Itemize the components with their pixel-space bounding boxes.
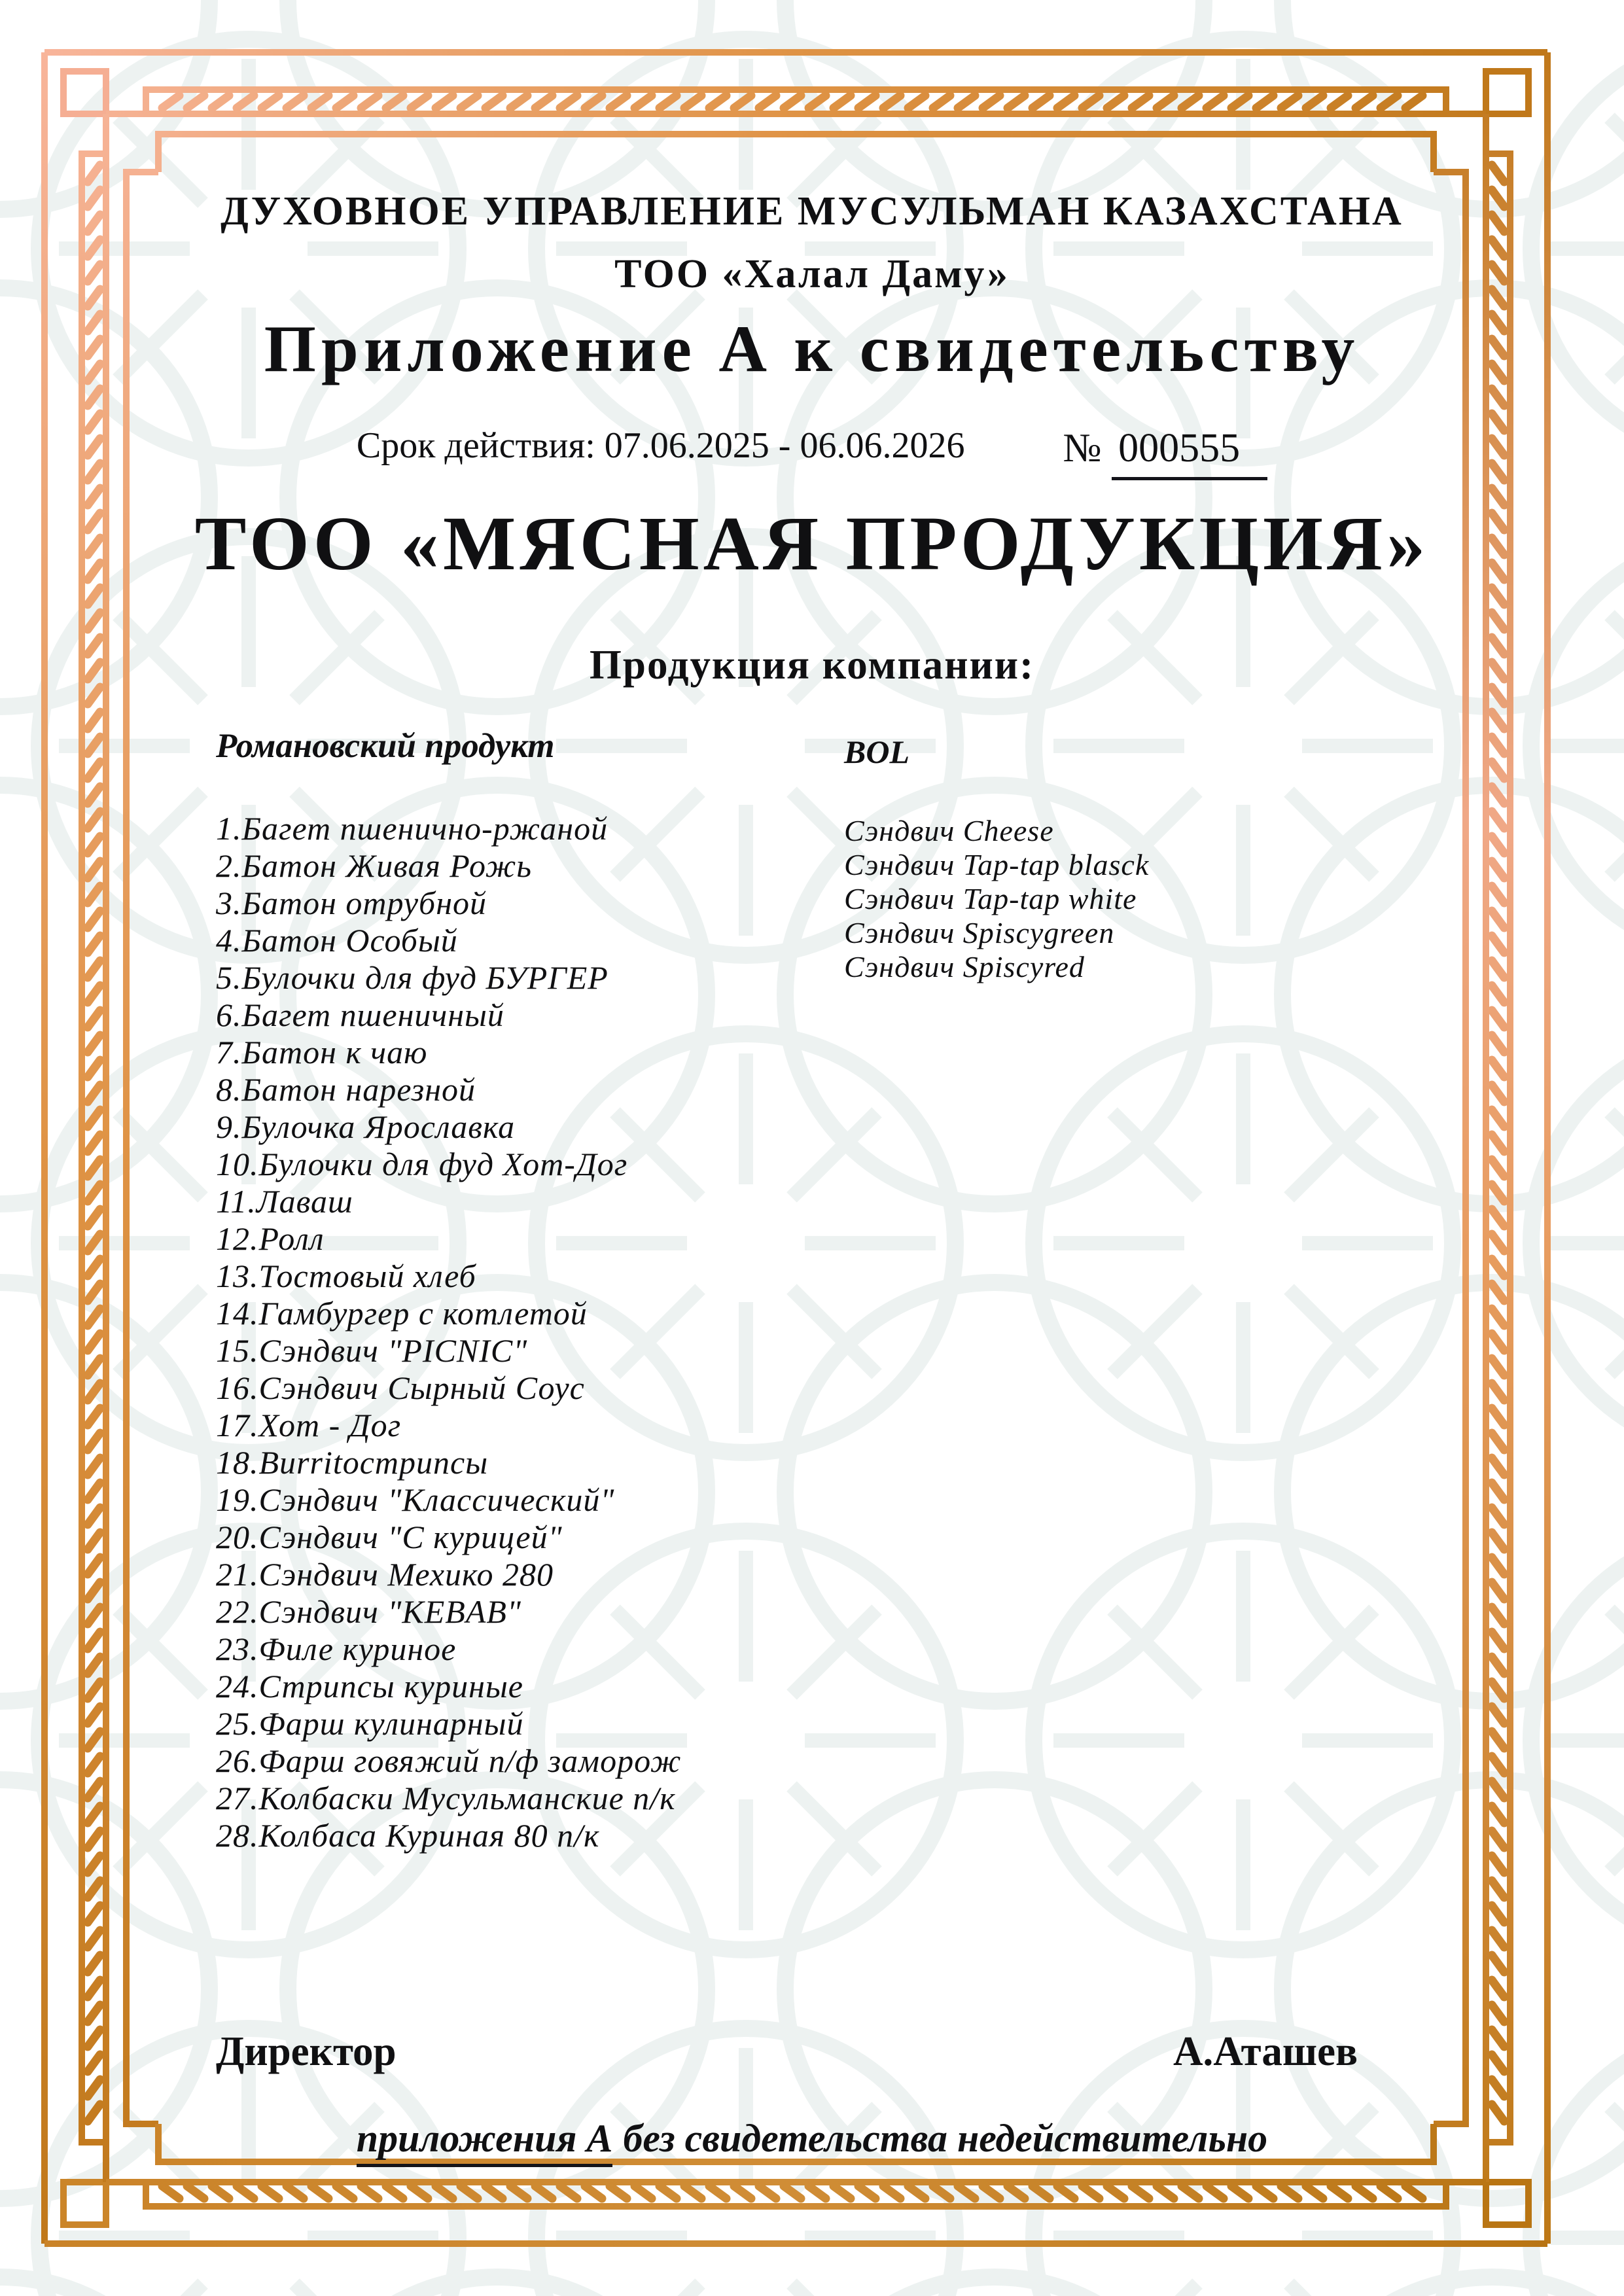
signature-name: А.Аташев (1173, 2028, 1358, 2074)
product-item: Сэндвич Tap-tap blasck (844, 848, 1150, 881)
company-title: ТОО «МЯСНАЯ ПРОДУКЦИЯ» (194, 501, 1430, 586)
footer-rest: без свидетельства недействительно (623, 2117, 1268, 2160)
product-item: 17.Хот - Дог (216, 1407, 402, 1443)
product-item: 21.Сэндвич Мехико 280 (216, 1556, 554, 1593)
product-item: 12.Ролл (216, 1220, 325, 1257)
column-header-right: BOL (844, 733, 909, 770)
product-item: 24.Стрипсы куриные (216, 1668, 524, 1704)
product-item: 10.Булочки для фуд Хот-Дог (216, 1146, 628, 1182)
product-item: 23.Филе куриное (216, 1631, 457, 1667)
product-item: 1.Багет пшенично-ржаной (216, 810, 609, 847)
footer-underlined-part: приложения А (357, 2117, 613, 2167)
product-item: 7.Батон к чаю (216, 1034, 428, 1070)
product-item: 25.Фарш кулинарный (216, 1705, 524, 1742)
product-item: Сэндвич Tap-tap white (844, 882, 1137, 915)
product-item: 2.Батон Живая Рожь (216, 847, 533, 884)
product-item: 28.Колбаса Куриная 80 п/к (216, 1817, 600, 1854)
product-item: 3.Батон отрубной (216, 885, 487, 921)
number-sign: № (1063, 426, 1102, 470)
product-item: Сэндвич Spiscyred (844, 950, 1085, 983)
products-heading: Продукция компании: (589, 642, 1035, 688)
product-item: 20.Сэндвич "С курицей" (216, 1519, 563, 1555)
product-item: 18.Burritoстрипсы (216, 1444, 489, 1481)
product-list-left (216, 810, 838, 1854)
product-list-right (844, 814, 1433, 984)
product-item: 22.Сэндвич "KEBAB" (216, 1593, 521, 1630)
product-item: 15.Сэндвич "PICNIC" (216, 1332, 528, 1369)
product-item: Сэндвич Spiscygreen (844, 916, 1115, 949)
org-name-line2: ТОО «Халал Даму» (614, 252, 1010, 296)
number-value: 000555 (1112, 426, 1267, 480)
product-item: 27.Колбаски Мусульманские п/к (216, 1780, 676, 1816)
signature-row (216, 2027, 1358, 2077)
product-item: 9.Булочка Ярославка (216, 1108, 516, 1145)
product-item: 16.Сэндвич Сырный Соус (216, 1369, 585, 1406)
column-header-left: Романовский продукт (216, 727, 555, 765)
product-item: 5.Булочки для фуд БУРГЕР (216, 959, 609, 996)
product-item: 13.Тостовый хлеб (216, 1258, 476, 1294)
product-item: 14.Гамбургер с котлетой (216, 1295, 588, 1332)
product-item: 6.Багет пшеничный (216, 997, 504, 1033)
validity-row (105, 424, 1519, 472)
product-item: 11.Лаваш (216, 1183, 353, 1220)
product-item: 19.Сэндвич "Классический" (216, 1481, 615, 1518)
footer-note (105, 2115, 1519, 2162)
product-item: 4.Батон Особый (216, 922, 458, 959)
product-item: Сэндвич Cheese (844, 814, 1054, 847)
org-name-line1: ДУХОВНОЕ УПРАВЛЕНИЕ МУСУЛЬМАН КАЗАХСТАНА (221, 189, 1403, 234)
product-item: 26.Фарш говяжий п/ф заморож (216, 1742, 682, 1779)
validity-period: Срок действия: 07.06.2025 - 06.06.2026 (356, 425, 965, 466)
appendix-title: Приложение А к свидетельству (264, 312, 1360, 386)
signature-role: Директор (216, 2028, 397, 2074)
product-item: 8.Батон нарезной (216, 1071, 476, 1108)
certificate-number (1063, 424, 1267, 472)
